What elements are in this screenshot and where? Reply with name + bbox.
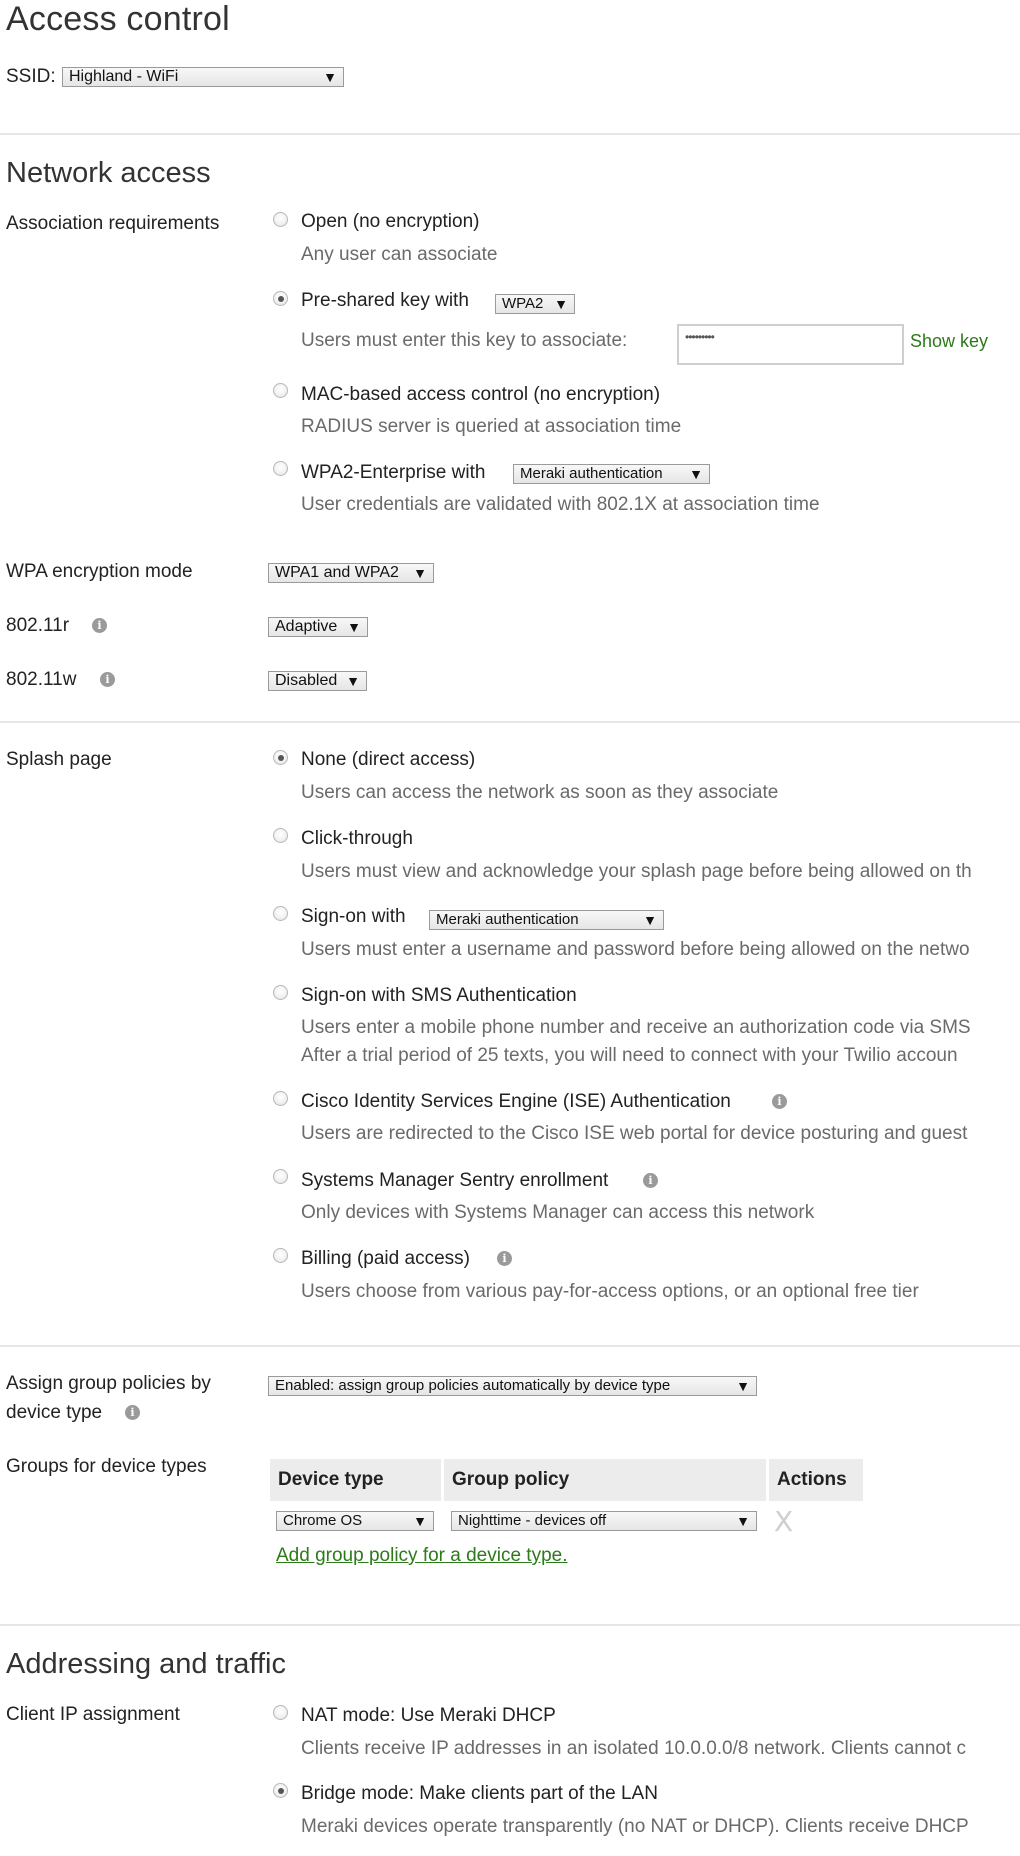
ssid-value: Highland - WiFi [69, 68, 179, 85]
80211r-label: 802.11r [6, 615, 70, 636]
radio-splash-click-through[interactable] [273, 828, 288, 843]
splash-sentry-label: Systems Manager Sentry enrollment [301, 1170, 609, 1191]
80211r-select[interactable] [268, 617, 368, 637]
column-header-actions: Actions [769, 1459, 863, 1501]
assign-group-policies-label-2: device type [6, 1402, 103, 1423]
chevron-down-icon: ▼ [736, 1513, 750, 1529]
divider [0, 1624, 1020, 1626]
splash-sign-on-label: Sign-on with [301, 906, 406, 927]
splash-sign-on-select[interactable] [429, 910, 664, 930]
info-icon[interactable]: i [497, 1251, 512, 1266]
splash-ise-desc: Users are redirected to the Cisco ISE web portal for device posturing and guest [301, 1123, 968, 1144]
psk-encryption-select[interactable] [495, 294, 575, 314]
splash-billing-label: Billing (paid access) [301, 1248, 470, 1269]
radio-splash-sms[interactable] [273, 985, 288, 1000]
device-type-value: Chrome OS [283, 1512, 363, 1529]
80211w-label: 802.11w [6, 669, 77, 690]
section-heading-network-access: Network access [6, 157, 211, 189]
radio-open[interactable] [273, 212, 288, 227]
section-heading-addressing: Addressing and traffic [6, 1648, 286, 1680]
remove-row-icon[interactable]: X [774, 1505, 794, 1538]
radio-splash-sentry[interactable] [273, 1169, 288, 1184]
radio-splash-none[interactable] [273, 750, 288, 765]
chevron-down-icon: ▼ [323, 69, 337, 85]
option-wpa2e-desc: User credentials are validated with 802.1X at association time [301, 494, 820, 515]
divider [0, 721, 1020, 723]
option-psk-label: Pre-shared key with [301, 290, 469, 311]
option-wpa2e-label: WPA2-Enterprise with [301, 462, 486, 483]
radio-bridge-mode[interactable] [273, 1783, 288, 1798]
psk-key-input[interactable]: ••••••••• [677, 324, 904, 365]
psk-encryption-value: WPA2 [502, 295, 544, 312]
show-key-link[interactable]: Show key [910, 331, 989, 351]
80211w-value: Disabled [275, 672, 338, 689]
radio-nat-mode[interactable] [273, 1705, 288, 1720]
splash-ise-label: Cisco Identity Services Engine (ISE) Authentication [301, 1091, 731, 1112]
nat-mode-label: NAT mode: Use Meraki DHCP [301, 1705, 556, 1726]
option-mac-label: MAC-based access control (no encryption) [301, 384, 661, 405]
add-group-policy-link[interactable]: Add group policy for a device type. [276, 1545, 568, 1566]
radio-psk[interactable] [273, 291, 288, 306]
bridge-mode-desc: Meraki devices operate transparently (no NAT or DHCP). Clients receive DHCP [301, 1816, 969, 1837]
column-header-device-type: Device type [270, 1459, 441, 1501]
group-policy-value: Nighttime - devices off [458, 1512, 607, 1529]
splash-sms-desc: Users enter a mobile phone number and receive an authorization code via SMS [301, 1017, 971, 1038]
device-type-select[interactable] [276, 1511, 434, 1531]
80211w-select[interactable] [268, 671, 367, 691]
ssid-select[interactable] [62, 67, 344, 87]
divider [0, 1345, 1020, 1347]
80211r-value: Adaptive [275, 618, 338, 635]
option-psk-desc: Users must enter this key to associate: [301, 330, 628, 351]
chevron-down-icon: ▼ [554, 296, 568, 312]
divider [0, 133, 1020, 135]
chevron-down-icon: ▼ [736, 1378, 750, 1394]
ssid-label: SSID: [6, 66, 56, 87]
client-ip-assignment-label: Client IP assignment [6, 1704, 180, 1725]
splash-none-desc: Users can access the network as soon as they associate [301, 782, 779, 803]
chevron-down-icon: ▼ [643, 912, 657, 928]
option-mac-desc: RADIUS server is queried at association time [301, 416, 682, 437]
radio-wpa2-enterprise[interactable] [273, 461, 288, 476]
chevron-down-icon: ▼ [413, 565, 427, 581]
splash-sms-desc2: After a trial period of 25 texts, you will need to connect with your Twilio accoun [301, 1045, 958, 1066]
radio-mac-based[interactable] [273, 383, 288, 398]
splash-sign-on-value: Meraki authentication [436, 911, 579, 928]
wpa-mode-select[interactable] [268, 563, 434, 583]
groups-for-device-types-label: Groups for device types [6, 1456, 207, 1477]
option-open-desc: Any user can associate [301, 244, 498, 265]
bridge-mode-label: Bridge mode: Make clients part of the LAN [301, 1783, 658, 1804]
info-icon[interactable]: i [92, 618, 107, 633]
wpa-mode-value: WPA1 and WPA2 [275, 564, 399, 581]
info-icon[interactable]: i [772, 1094, 787, 1109]
splash-none-label: None (direct access) [301, 749, 476, 770]
chevron-down-icon: ▼ [347, 619, 361, 635]
wpa-mode-label: WPA encryption mode [6, 561, 193, 582]
splash-click-through-label: Click-through [301, 828, 413, 849]
chevron-down-icon: ▼ [689, 466, 703, 482]
splash-billing-desc: Users choose from various pay-for-access options, or an optional free tier [301, 1281, 919, 1302]
chevron-down-icon: ▼ [413, 1513, 427, 1529]
wpa2e-auth-value: Meraki authentication [520, 465, 663, 482]
info-icon[interactable]: i [125, 1405, 140, 1420]
nat-mode-desc: Clients receive IP addresses in an isolated 10.0.0.0/8 network. Clients cannot c [301, 1738, 967, 1759]
chevron-down-icon: ▼ [346, 673, 360, 689]
info-icon[interactable]: i [100, 672, 115, 687]
association-requirements-label: Association requirements [6, 213, 220, 234]
group-policy-select[interactable] [451, 1511, 757, 1531]
assign-group-policies-select[interactable] [268, 1376, 757, 1396]
option-open-label: Open (no encryption) [301, 211, 480, 232]
wpa2e-auth-select[interactable] [513, 464, 710, 484]
splash-sentry-desc: Only devices with Systems Manager can access this network [301, 1202, 815, 1223]
splash-sign-on-desc: Users must enter a username and password before being allowed on the netwo [301, 939, 970, 960]
radio-splash-sign-on[interactable] [273, 906, 288, 921]
splash-sms-label: Sign-on with SMS Authentication [301, 985, 577, 1006]
page-title: Access control [6, 0, 230, 38]
radio-splash-ise[interactable] [273, 1091, 288, 1106]
radio-splash-billing[interactable] [273, 1248, 288, 1263]
assign-group-policies-label: Assign group policies by [6, 1373, 211, 1394]
column-header-group-policy: Group policy [444, 1459, 766, 1501]
info-icon[interactable]: i [643, 1173, 658, 1188]
splash-page-label: Splash page [6, 749, 112, 770]
splash-click-through-desc: Users must view and acknowledge your splash page before being allowed on th [301, 861, 972, 882]
assign-group-policies-value: Enabled: assign group policies automatically by device type [275, 1377, 671, 1394]
